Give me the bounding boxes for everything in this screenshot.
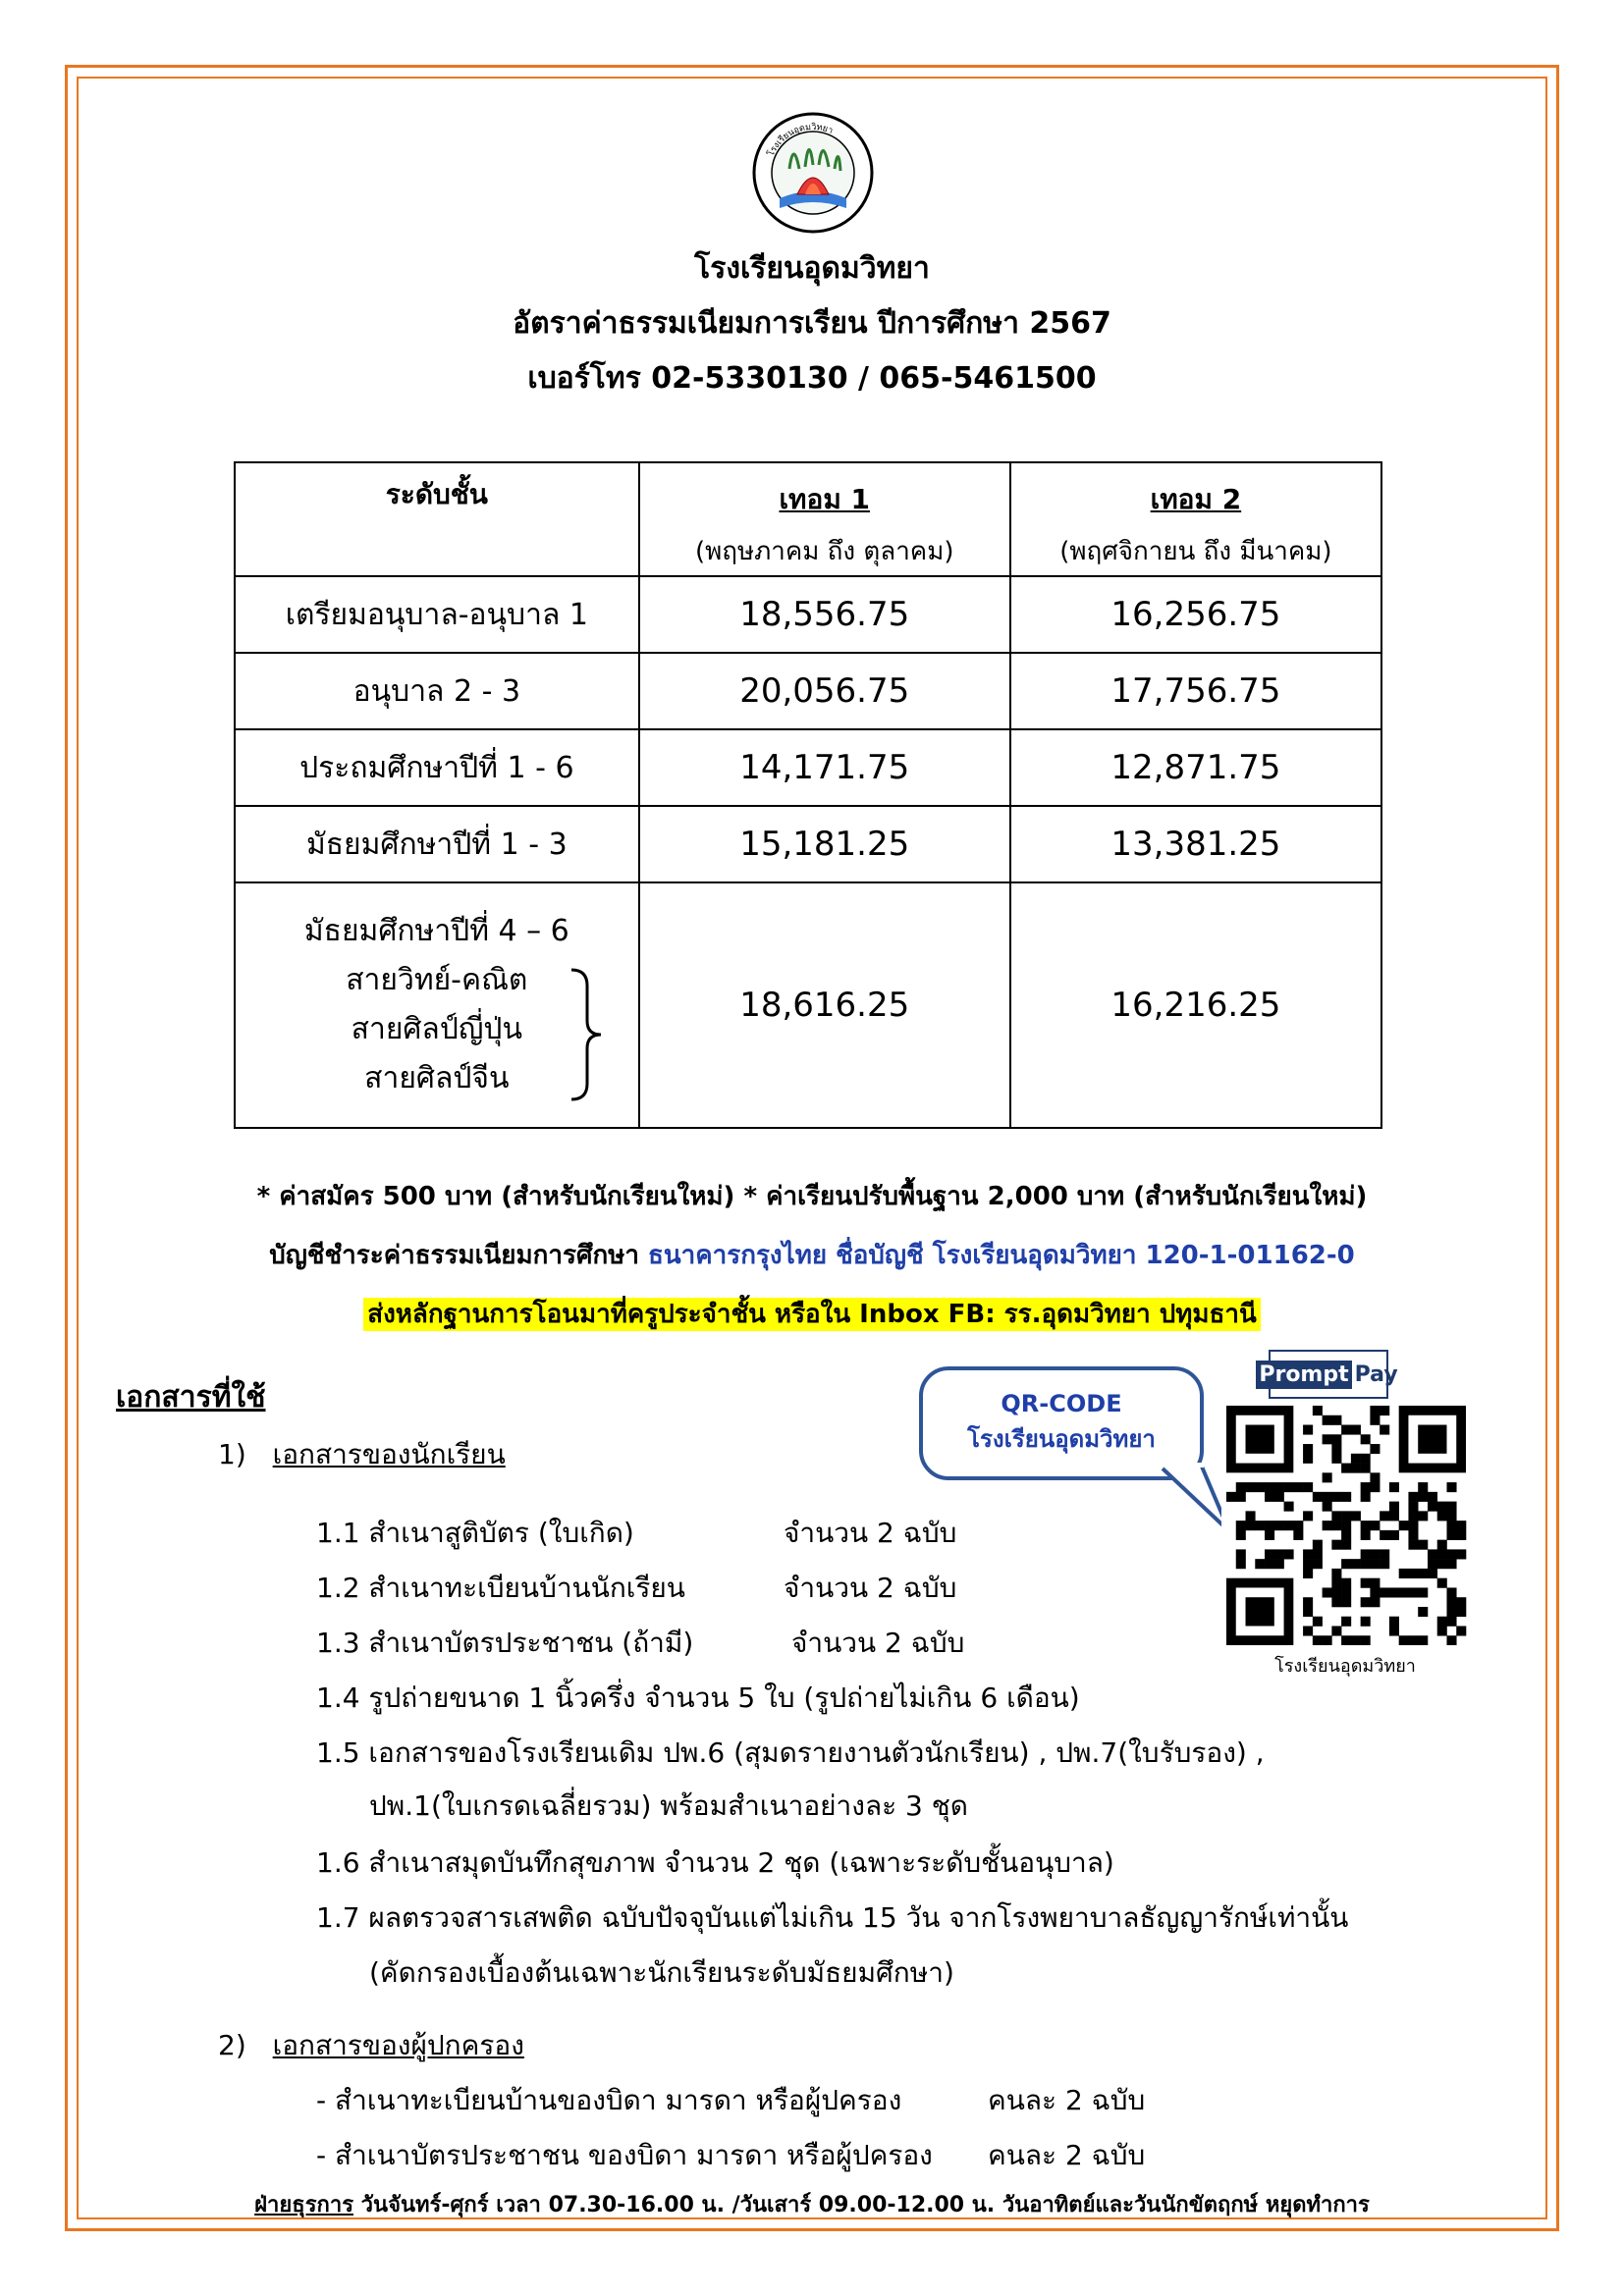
student-doc-item	[316, 1512, 957, 1555]
doc-item-text: - สำเนาทะเบียนบ้านของบิดา มารดา หรือผู้ปครอง	[316, 2084, 902, 2116]
account-prefix: บัญชีชำระค่าธรรมเนียมการศึกษา	[269, 1241, 649, 1270]
phone-number: เบอร์โทร 02-5330130 / 065-5461500	[527, 361, 1097, 396]
doc-item-count: คนละ 2 ฉบับ	[988, 2139, 1146, 2171]
student-doc-item: 1.7 ผลตรวจสารเสพติด ฉบับปัจจุบันแต่ไม่เกิน 15 วัน จากโรงพยาบาลธัญญารักษ์เท่านั้น	[316, 1901, 1349, 1934]
promptpay-logo-b: Pay	[1354, 1362, 1398, 1387]
row-term1: 14,171.75	[639, 729, 1010, 806]
student-doc-item: 1.5 เอกสารของโรงเรียนเดิม ปพ.6 (สุมดรายงานตัวนักเรียน) , ปพ.7(ใบรับรอง) ,	[316, 1736, 1265, 1769]
track-chinese: สายศิลป์จีน	[364, 1061, 510, 1095]
student-doc-item-cont: ปพ.1(ใบเกรดเฉลี่ยรวม) พร้อมสำเนาอย่างละ 3 ชุด	[369, 1789, 968, 1822]
doc-item-text: 1.3 สำเนาบัตรประชาชน (ถ้ามี)	[316, 1627, 694, 1659]
application-fee-note: * ค่าสมัคร 500 บาท (สำหรับนักเรียนใหม่) * ค่าเรียนปรับพื้นฐาน 2,000 บาท (สำหรับนักเรียนใหม่)	[256, 1182, 1368, 1211]
term1-range: (พฤษภาคม ถึง ตุลาคม)	[694, 536, 954, 566]
row-level: อนุบาล 2 - 3	[235, 653, 639, 729]
student-doc-item-cont: (คัดกรองเบื้องต้นเฉพาะนักเรียนระดับมัธยมศึกษา)	[369, 1956, 954, 1989]
student-docs-heading	[218, 1433, 506, 1476]
office-hours-footer	[0, 2187, 1624, 2221]
parent-doc-item	[316, 2134, 1146, 2177]
row-term1: 18,556.75	[639, 576, 1010, 653]
doc-item-text: - สำเนาบัตรประชาชน ของบิดา มารดา หรือผู้ปครอง	[316, 2139, 933, 2171]
term2-range: (พฤศจิกายน ถึง มีนาคม)	[1059, 536, 1332, 566]
account-detail: ธนาคารกรุงไทย ชื่อบัญชี โรงเรียนอุดมวิทยา 120-1-01162-0	[648, 1241, 1355, 1270]
student-doc-item: 1.6 สำเนาสมุดบันทึกสุขภาพ จำนวน 2 ชุด (เฉพาะระดับชั้นอนุบาล)	[316, 1846, 1114, 1879]
table-row-upper-secondary	[235, 882, 1381, 1128]
doc-item-count: จำนวน 2 ฉบับ	[784, 1517, 957, 1549]
school-logo	[750, 110, 876, 236]
table-header-row	[235, 462, 1381, 576]
parent-doc-item	[316, 2079, 1146, 2122]
table-row	[235, 806, 1381, 882]
promptpay-logo	[1259, 1350, 1398, 1399]
track-japanese: สายศิลป์ญี่ปุ่น	[351, 1012, 522, 1046]
student-doc-item	[316, 1567, 957, 1610]
row-term2: 16,256.75	[1010, 576, 1381, 653]
header-level: ระดับชั้น	[235, 462, 639, 576]
doc-item-count: จำนวน 2 ฉบับ	[784, 1572, 957, 1604]
documents-heading: เอกสารที่ใช้	[116, 1380, 266, 1415]
doc-item-count: คนละ 2 ฉบับ	[988, 2084, 1146, 2116]
parent-docs-title: เอกสารของผู้ปกครอง	[272, 2029, 524, 2061]
row-term2: 17,756.75	[1010, 653, 1381, 729]
qr-callout-title: QR-CODE	[1001, 1390, 1122, 1417]
row-term1: 15,181.25	[639, 806, 1010, 882]
logo-ring-text: โรงเรียนอุดมวิทยา	[766, 122, 835, 159]
track-science: สายวิทย์-คณิต	[346, 963, 528, 997]
row-level: เตรียมอนุบาล-อนุบาล 1	[235, 576, 639, 653]
student-doc-item: 1.4 รูปถ่ายขนาด 1 นิ้วครึ่ง จำนวน 5 ใบ (รูปถ่ายไม่เกิน 6 เดือน)	[316, 1682, 1080, 1714]
right-brace-icon	[568, 966, 607, 1103]
doc-item-count: จำนวน 2 ฉบับ	[791, 1627, 965, 1659]
parent-docs-number: 2)	[218, 2029, 246, 2061]
row-level: มัธยมศึกษาปีที่ 1 - 3	[235, 806, 639, 882]
row-level-upper	[235, 882, 639, 1128]
row-term2: 12,871.75	[1010, 729, 1381, 806]
parent-docs-heading	[218, 2024, 524, 2067]
footer-dept: ฝ่ายธุรการ	[254, 2193, 354, 2217]
table-row	[235, 653, 1381, 729]
term2-label: เทอม 2	[1150, 482, 1242, 515]
row-term2: 16,216.25	[1010, 882, 1381, 1128]
qr-callout-school: โรงเรียนอุดมวิทยา	[967, 1425, 1156, 1453]
school-name: โรงเรียนอุดมวิทยา	[694, 251, 930, 286]
row-term2: 13,381.25	[1010, 806, 1381, 882]
promptpay-logo-a: Prompt	[1256, 1361, 1351, 1389]
table-row	[235, 576, 1381, 653]
proof-highlight: ส่งหลักฐานการโอนมาที่ครูประจำชั้น หรือใน Inbox FB: รร.อุดมวิทยา ปทุมธานี	[363, 1298, 1261, 1331]
proof-note	[0, 1294, 1624, 1334]
row-term1: 18,616.25	[639, 882, 1010, 1128]
row-term1: 20,056.75	[639, 653, 1010, 729]
row-level: ประถมศึกษาปีที่ 1 - 6	[235, 729, 639, 806]
term1-label: เทอม 1	[779, 482, 870, 515]
student-docs-title: เอกสารของนักเรียน	[272, 1438, 506, 1470]
doc-item-text: 1.1 สำเนาสูติบัตร (ใบเกิด)	[316, 1517, 634, 1549]
fee-subtitle: อัตราค่าธรรมเนียมการเรียน ปีการศึกษา 2567	[513, 306, 1111, 341]
fee-table	[234, 461, 1382, 1129]
header-term1	[639, 462, 1010, 576]
upper-level-label: มัธยมศึกษาปีที่ 4 – 6	[303, 914, 569, 948]
student-docs-number: 1)	[218, 1438, 246, 1470]
doc-item-text: 1.2 สำเนาทะเบียนบ้านนักเรียน	[316, 1572, 685, 1604]
qr-code-icon	[1221, 1406, 1471, 1645]
account-note	[0, 1235, 1624, 1275]
header-term2	[1010, 462, 1381, 576]
table-row	[235, 729, 1381, 806]
qr-caption: โรงเรียนอุดมวิทยา	[1274, 1656, 1416, 1677]
footer-hours: วันจันทร์-ศุกร์ เวลา 07.30-16.00 น. /วันเสาร์ 09.00-12.00 น. วันอาทิตย์และวันนักขัตฤกษ์ หยุดทำการ	[353, 2193, 1370, 2217]
student-doc-item	[316, 1622, 965, 1665]
